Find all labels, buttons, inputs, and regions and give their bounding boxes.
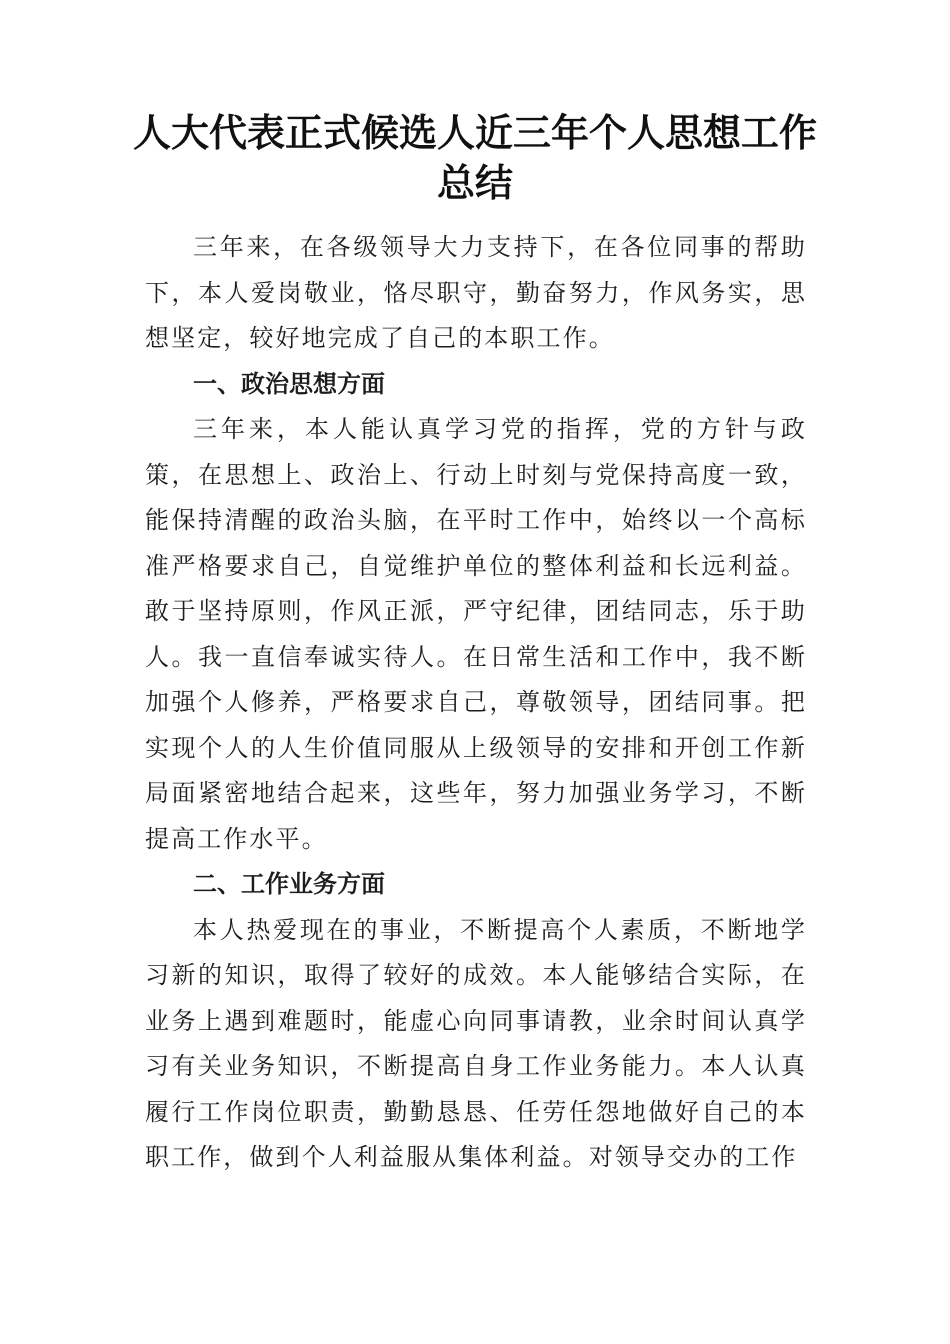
section-heading-work: 二、工作业务方面 [193,870,385,898]
title-line-2: 总结 [436,160,513,205]
title-line-1: 人大代表正式候选人近三年个人思想工作 [132,110,817,155]
document-title [100,108,850,208]
document-body [145,225,807,1181]
section-heading-political: 一、政治思想方面 [193,369,385,398]
intro-paragraph: 三年来，在各级领导大力支持下，在各位同事的帮助下，本人爱岗敬业，恪尽职守，勤奋努力，作风务实，思想坚定，较好地完成了自己的本职工作。 [145,233,807,352]
section-body-political: 三年来，本人能认真学习党的指挥，党的方针与政策，在思想上、政治上、行动上时刻与党保持高度一致，能保持清醒的政治头脑，在平时工作中，始终以一个高标准严格要求自己，自觉维护单位的整体利益和长远利益。敢于坚持原则，作风正派，严守纪律，团结同志，乐于助人。我一直信奉诚实待人。在日常生活和工作中，我不断加强个人修养，严格要求自己，尊敬领导，团结同事。把实现个人的人生价值同服从上级领导的安排和开创工作新局面紧密地结合起来，这些年，努力加强业务学习，不断提高工作水平。 [145,415,807,853]
section-body-work: 本人热爱现在的事业，不断提高个人素质，不断地学习新的知识，取得了较好的成效。本人能够结合实际，在业务上遇到难题时，能虚心向同事请教，业余时间认真学习有关业务知识，不断提高自身工作业务能力。本人认真履行工作岗位职责，勤勤恳恳、任劳任怨地做好自己的本职工作，做到个人利益服从集体利益。对领导交办的工作 [145,915,807,1171]
